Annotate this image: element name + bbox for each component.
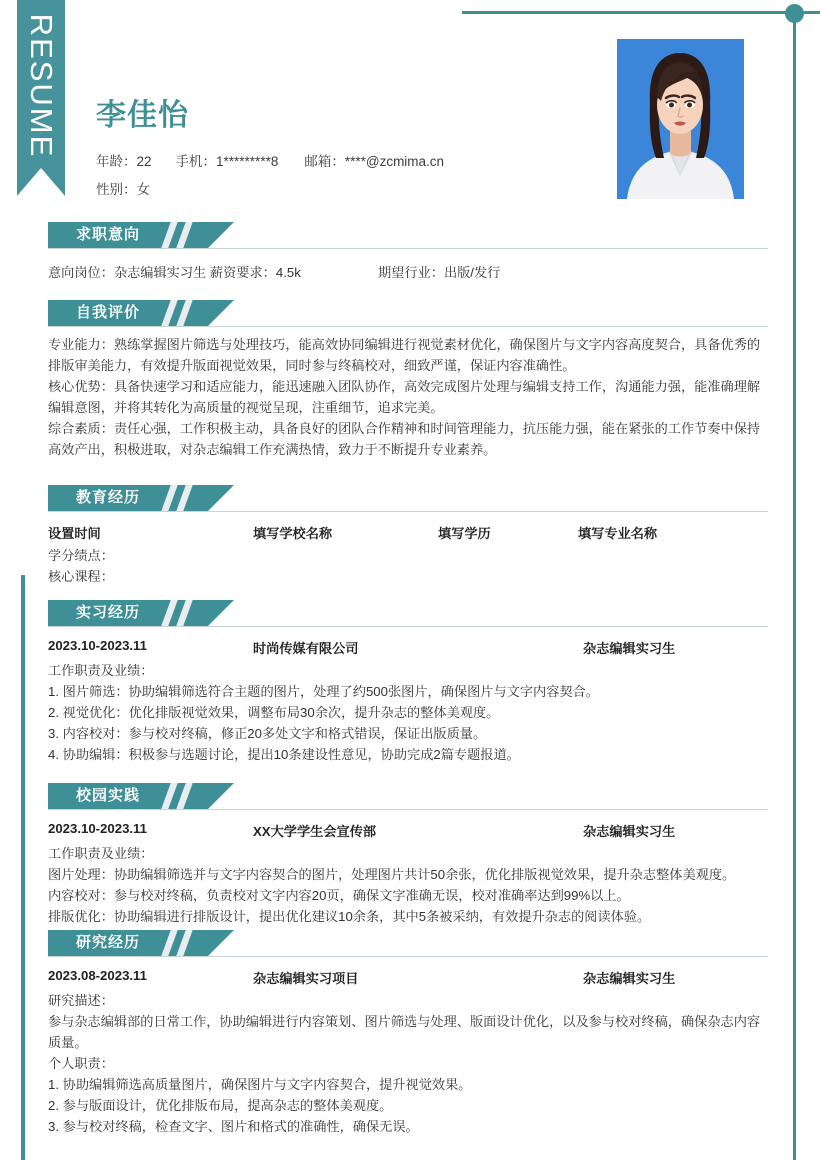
campus-item: 排版优化：协助编辑进行排版设计，提出优化建议10余条，其中5条被采纳，有效提升杂志的阅读体验。: [48, 909, 651, 924]
section-rule: [48, 248, 768, 249]
education-column-headers: [48, 523, 768, 545]
internship-date: 2023.10-2023.11: [48, 638, 148, 653]
self-eval-paragraph: 专业能力：熟练掌握图片筛选与处理技巧，能高效协同编辑进行视觉素材优化，确保图片与文字内容高度契合，具备优秀的排版审美能力，有效提升版面视觉效果，同时参与终稿校对，细致严谨，保证内容准确性。: [48, 337, 761, 373]
age-value: 22: [136, 154, 152, 169]
top-rule-decoration: [462, 11, 820, 14]
section-bar-tail-icon: [208, 600, 234, 626]
section-header-internship: [48, 600, 768, 626]
education-col-time: 设置时间: [48, 526, 101, 541]
ribbon-point-icon: [17, 168, 65, 196]
research-duty-item: 2. 参与版面设计，优化排版布局，提高杂志的整体美观度。: [48, 1098, 393, 1113]
internship-organization: 时尚传媒有限公司: [253, 641, 359, 656]
section-title: 自我评价: [76, 304, 141, 321]
research-body: [48, 968, 768, 1137]
section-self-evaluation: [48, 300, 768, 460]
section-internship: [48, 600, 768, 765]
internship-item: 2. 视觉优化：优化排版视觉效果，调整布局30余次，提升杂志的整体美观度。: [48, 705, 500, 720]
section-title: 教育经历: [76, 489, 141, 506]
campus-item: 图片处理：协助编辑筛选并与文字内容契合的图片，处理图片共计50余张，优化排版视觉效果，提升杂志整体美观度。: [48, 867, 736, 882]
research-duty-item: 3. 参与校对终稿，检查文字、图片和格式的准确性，确保无误。: [48, 1119, 419, 1134]
contact-row-primary: [96, 150, 444, 170]
education-lines: [48, 545, 768, 587]
job-intent-left: [48, 262, 301, 281]
section-header-job-intent: [48, 222, 768, 248]
industry-value: 出版/发行: [443, 265, 501, 280]
internship-details: [48, 660, 768, 765]
job-intent-body: [48, 262, 768, 282]
internship-item: 3. 内容校对：参与校对终稿，修正20多处文字和格式错误，保证出版质量。: [48, 726, 487, 741]
campus-entry-header: [48, 821, 768, 841]
section-title: 求职意向: [76, 226, 141, 243]
campus-subtitle: 工作职责及业绩：: [48, 846, 154, 861]
section-rule: [48, 809, 768, 810]
profile-photo: [617, 39, 744, 199]
research-duty-item: 1. 协助编辑筛选高质量图片，确保图片与文字内容契合，提升视觉效果。: [48, 1077, 472, 1092]
campus-organization: XX大学学生会宣传部: [253, 824, 377, 839]
self-eval-paragraph: 综合素质：责任心强，工作积极主动，具备良好的团队合作精神和时间管理能力，抗压能力强，能在紧张的工作节奏中保持高效产出，积极进取，对杂志编辑工作充满热情，致力于不断提升专业素养。: [48, 421, 761, 457]
internship-entry-header: [48, 638, 768, 658]
salary-label: 薪资要求：: [209, 265, 276, 280]
research-project: 杂志编辑实习项目: [253, 971, 359, 986]
research-desc-text: 参与杂志编辑部的日常工作，协助编辑进行内容策划、图片筛选与处理、版面设计优化，以及参与校对终稿，确保杂志内容质量。: [48, 1014, 761, 1050]
section-job-intent: [48, 222, 768, 282]
section-header-self-evaluation: [48, 300, 768, 326]
internship-subtitle: 工作职责及业绩：: [48, 663, 154, 678]
industry-label: 期望行业：: [378, 265, 444, 280]
section-rule: [48, 326, 768, 327]
research-date: 2023.08-2023.11: [48, 968, 148, 983]
research-role: 杂志编辑实习生: [583, 971, 676, 986]
section-header-research: [48, 930, 768, 956]
education-gpa-line: 学分绩点：: [48, 548, 114, 563]
section-title: 研究经历: [76, 934, 141, 951]
internship-item: 4. 协助编辑：积极参与选题讨论，提出10条建设性意见，协助完成2篇专题报道。: [48, 747, 520, 762]
section-campus-practice: [48, 783, 768, 927]
section-bar-tail-icon: [208, 783, 234, 809]
section-bar-tail-icon: [208, 485, 234, 511]
age-label: 年龄：: [96, 154, 137, 169]
job-intent-row: [48, 262, 768, 282]
contact-row-secondary: [96, 178, 150, 198]
research-entry-header: [48, 968, 768, 988]
corner-dot-decoration: [785, 4, 804, 23]
research-details: [48, 990, 768, 1137]
section-research: [48, 930, 768, 1137]
gender-label: 性别：: [96, 182, 137, 197]
right-rule-decoration: [793, 11, 796, 1160]
job-intent-right: [378, 262, 500, 281]
section-title: 校园实践: [76, 787, 141, 804]
campus-item: 内容校对：参与校对终稿，负责校对文字内容20页，确保文字准确无误，校对准确率达到99%以上。: [48, 888, 630, 903]
section-bar-tail-icon: [208, 300, 234, 326]
campus-date: 2023.10-2023.11: [48, 821, 148, 836]
self-evaluation-body: [48, 334, 768, 460]
education-col-degree: 填写学历: [438, 526, 491, 541]
section-title: 实习经历: [76, 604, 141, 621]
left-rule-decoration: [21, 575, 25, 1160]
section-bar-tail-icon: [208, 222, 234, 248]
education-courses-line: 核心课程：: [48, 569, 114, 584]
internship-body: [48, 638, 768, 765]
section-rule: [48, 626, 768, 627]
campus-body: [48, 821, 768, 927]
education-col-major: 填写专业名称: [578, 526, 658, 541]
self-eval-paragraph: 核心优势：具备快速学习和适应能力，能迅速融入团队协作，高效完成图片处理与编辑支持工作，沟通能力强，能准确理解编辑意图，并将其转化为高质量的视觉呈现，注重细节，追求完美。: [48, 379, 761, 415]
phone-label: 手机：: [175, 154, 217, 169]
education-col-school: 填写学校名称: [253, 526, 333, 541]
campus-details: [48, 843, 768, 927]
gender-value: 女: [136, 182, 150, 197]
email-value: ****@zcmima.cn: [344, 154, 445, 169]
research-desc-label: 研究描述：: [48, 993, 114, 1008]
campus-role: 杂志编辑实习生: [583, 824, 676, 839]
internship-item: 1. 图片筛选：协助编辑筛选符合主题的图片，处理了约500张图片，确保图片与文字内容契合。: [48, 684, 599, 699]
candidate-name: 李佳怡: [96, 99, 189, 132]
research-duty-label: 个人职责：: [48, 1056, 114, 1071]
section-bar-tail-icon: [208, 930, 234, 956]
section-education: [48, 485, 768, 587]
section-header-campus-practice: [48, 783, 768, 809]
ribbon-label: RESUME: [24, 13, 59, 159]
education-body: [48, 523, 768, 587]
email-label: 邮箱：: [304, 154, 345, 169]
section-rule: [48, 956, 768, 957]
position-label: 意向岗位：: [48, 265, 114, 280]
portrait-illustration: [617, 39, 744, 199]
internship-role: 杂志编辑实习生: [583, 641, 676, 656]
section-rule: [48, 511, 768, 512]
salary-value: 4.5k: [275, 265, 301, 280]
resume-ribbon: [17, 0, 65, 196]
section-header-education: [48, 485, 768, 511]
position-value: 杂志编辑实习生: [113, 265, 207, 280]
phone-value: 1*********8: [216, 154, 279, 169]
